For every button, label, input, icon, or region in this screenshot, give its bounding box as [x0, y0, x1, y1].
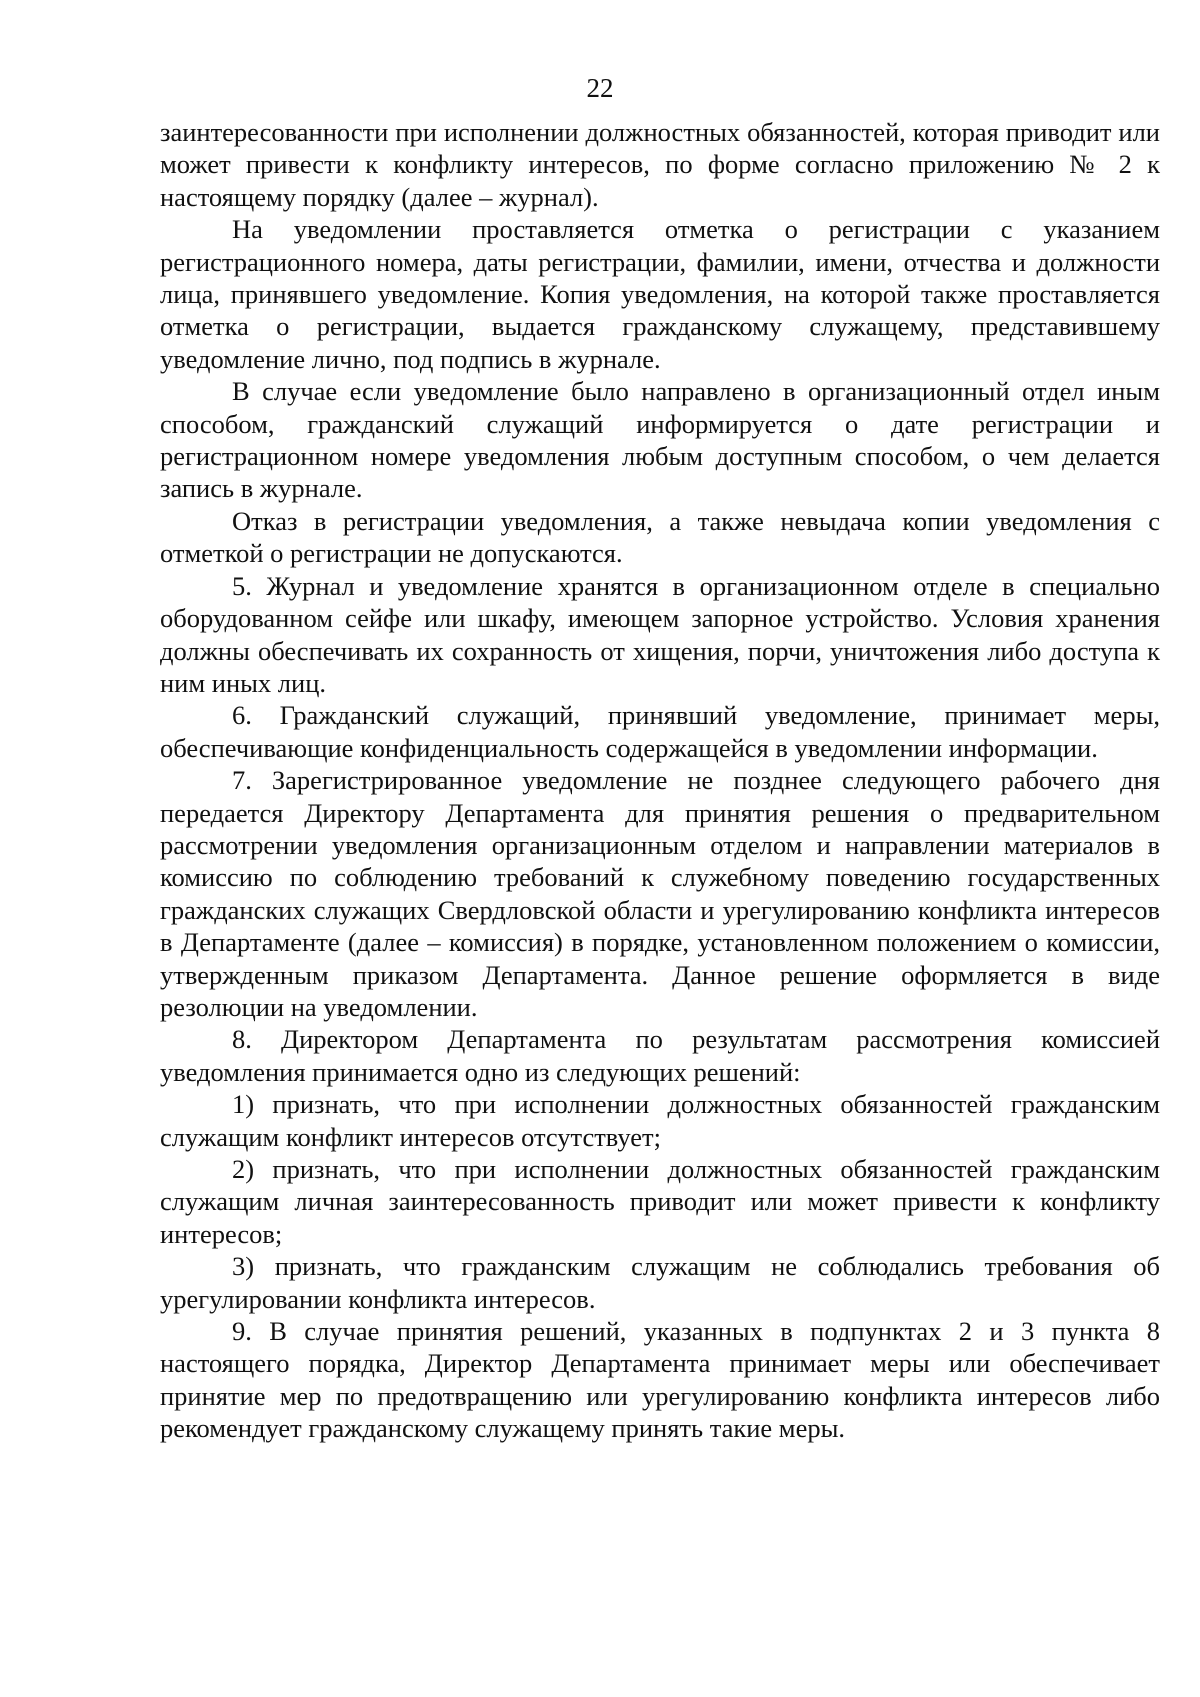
paragraph-subitem-2: 2) признать, что при исполнении должностных обязанностей гражданским служащим личная заинтересованность приводит или может привести к конфликту интересов; [160, 1154, 1160, 1249]
document-body [160, 116, 1160, 1445]
paragraph-subitem-1: 1) признать, что при исполнении должностных обязанностей гражданским служащим конфликт интересов отсутствует; [160, 1089, 1160, 1152]
paragraph-refusal: Отказ в регистрации уведомления, а также невыдача копии уведомления с отметкой о регистрации не допускаются. [160, 505, 1160, 569]
paragraph-item-6: 6. Гражданский служащий, принявший уведомление, принимает меры, обеспечивающие конфиденциальность содержащейся в уведомлении информации. [160, 700, 1160, 763]
paragraph-item-7: 7. Зарегистрированное уведомление не позднее следующего рабочего дня передается Директору Департамента для принятия решения о предварительном рассмотрении уведомления организационным отделом и направлении материалов в комиссию по соблюдению требований к служебному поведению государственных гражданских служащих Свердловской области и урегулированию конфликта интересов в Департаменте (далее – комиссия) в порядке, установленном положением о комиссии, утвержденным приказом Департамента. Данное решение оформляется в виде резолюции на уведомлении. [160, 765, 1160, 1022]
paragraph-registration-mark: На уведомлении проставляется отметка о регистрации с указанием регистрационного номера, даты регистрации, фамилии, имени, отчества и должности лица, принявшего уведомление. Копия уведомления, на которой также проставляется отметка о регистрации, выдается гражданскому служащему, представившему уведомление лично, под подпись в журнале. [160, 214, 1160, 374]
paragraph-item-9: 9. В случае принятия решений, указанных в подпунктах 2 и 3 пункта 8 настоящего порядка, Директор Департамента принимает меры или обеспечивает принятие мер по предотвращению или урегулированию конфликта интересов либо рекомендует гражданскому служащему принять такие меры. [160, 1316, 1160, 1444]
paragraph-item-5: 5. Журнал и уведомление хранятся в организационном отделе в специально оборудованном сейфе или шкафу, имеющем запорное устройство. Условия хранения должны обеспечивать их сохранность от хищения, порчи, уничтожения либо доступа к ним иных лиц. [160, 570, 1160, 698]
paragraph-subitem-3: 3) признать, что гражданским служащим не соблюдались требования об урегулировании конфликта интересов. [160, 1251, 1160, 1314]
page-number: 22 [586, 73, 614, 103]
paragraph-other-method: В случае если уведомление было направлено в организационный отдел иным способом, гражданский служащий информируется о дате регистрации и регистрационном номере уведомления любым доступным способом, о чем делается запись в журнале. [160, 376, 1160, 504]
paragraph-item-8: 8. Директором Департамента по результатам рассмотрения комиссией уведомления принимается одно из следующих решений: [160, 1024, 1160, 1087]
paragraph-continuation: заинтересованности при исполнении должностных обязанностей, которая приводит или может привести к конфликту интересов, по форме согласно приложению № 2 к настоящему порядку (далее – журнал). [160, 117, 1160, 212]
